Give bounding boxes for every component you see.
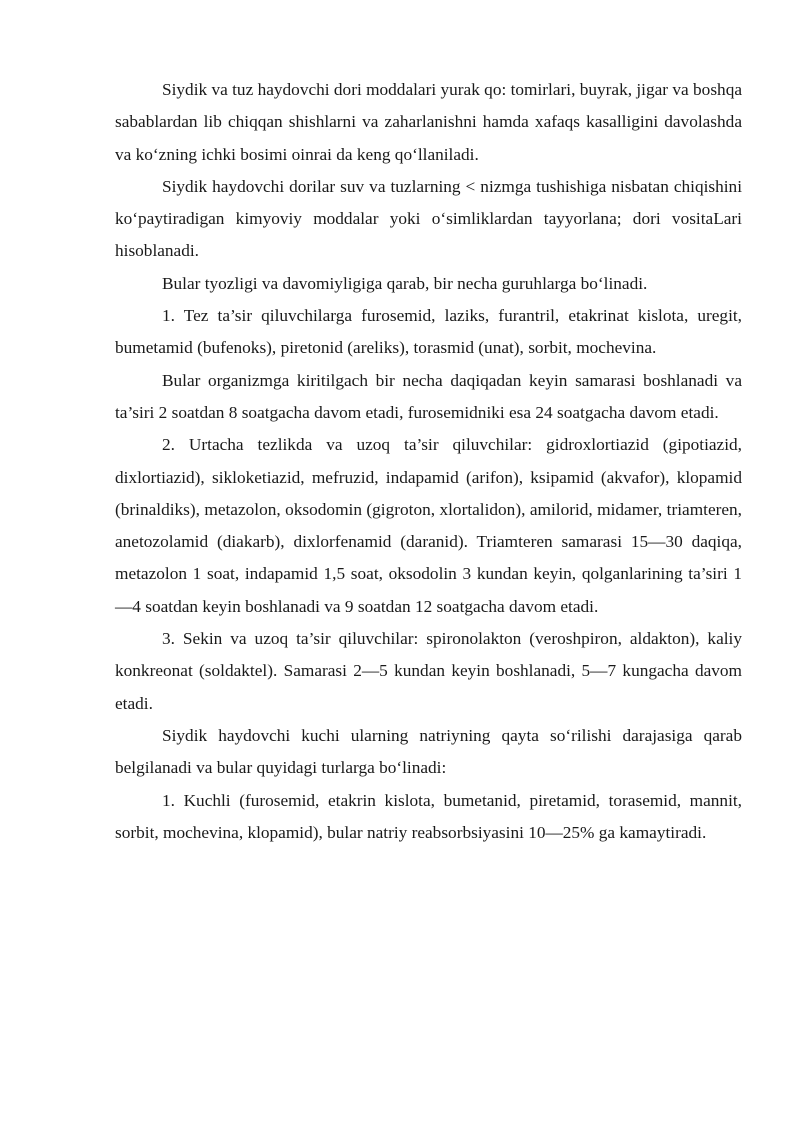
- paragraph-groups-intro: Bular tyozligi va davomiyligiga qarab, bir necha guruhlarga bo‘linadi.: [162, 273, 648, 293]
- paragraph-diuretics-definition: Siydik haydovchi dorilar suv va tuzlarning < nizmga tushishiga nisbatan chiqishini ko‘paytiradigan kimyoviy moddalar yoki o‘simliklardan tayyorlana; dori vositaLari hisoblanadi.: [115, 176, 742, 261]
- paragraph-strength-intro: Siydik haydovchi kuchi ularning natriyning qayta so‘rilishi darajasiga qarab belgilanadi va bular quyidagi turlarga bo‘linadi:: [115, 725, 742, 778]
- paragraph-fast-acting-duration: Bular organizmga kiritilgach bir necha daqiqadan keyin samarasi boshlanadi va ta’siri 2 soatdan 8 soatgacha davom etadi, furosemidniki esa 24 soatgacha davom etadi.: [115, 370, 742, 422]
- paragraph-fast-acting: 1. Tez ta’sir qiluvchilarga furosemid, laziks, furantril, etakrinat kislota, uregit, bumetamid (bufenoks), piretonid (areliks), torasmid (unat), sorbit, mochevina.: [115, 306, 742, 358]
- paragraph-strong-diuretics: 1. Kuchli (furosemid, etakrin kislota, bumetanid, piretamid, torasemid, mannit, sorbit, mochevina, klopamid), bular natriy reabsorbsiyasini 10—25% ga kamaytiradi.: [115, 790, 742, 842]
- paragraph-diuretics-uses: Siydik va tuz haydovchi dori moddalari yurak qo: tomirlari, buyrak, jigar va boshqa sabablardan lib chiqqan shishlarni va zaharlanishni hamda xafaqs kasalligini davolashda va ko‘zning ichki bosimi oinrai da keng qo‘llaniladi.: [115, 80, 742, 164]
- paragraph-medium-acting: 2. Urtacha tezlikda va uzoq ta’sir qiluvchilar: gidroxlortiazid (gipotiazid, dixlortiazid), sikloketiazid, mefruzid, indapamid (arifon), ksipamid (akvafor), klopamid (brinaldiks), metazolon, oksodomin (gigroton, xlortalidon), amilorid, midamer, triamteren, anetozolamid (diakarb), dixlorfenamid (daranid). Triamteren samarasi 15—30 daqiqa, metazolon 1 soat, indapamid 1,5 soat, oksodolin 3 kundan keyin, qolganlarining ta’siri 1—4 soatdan keyin boshlanadi va 9 soatdan 12 soatgacha davom etadi.: [115, 435, 742, 616]
- paragraph-slow-acting: 3. Sekin va uzoq ta’sir qiluvchilar: spironolakton (veroshpiron, aldakton), kaliy konkreonat (soldaktel). Samarasi 2—5 kundan keyin boshlanadi, 5—7 kungacha davom etadi.: [115, 629, 742, 713]
- document-page: [115, 74, 742, 849]
